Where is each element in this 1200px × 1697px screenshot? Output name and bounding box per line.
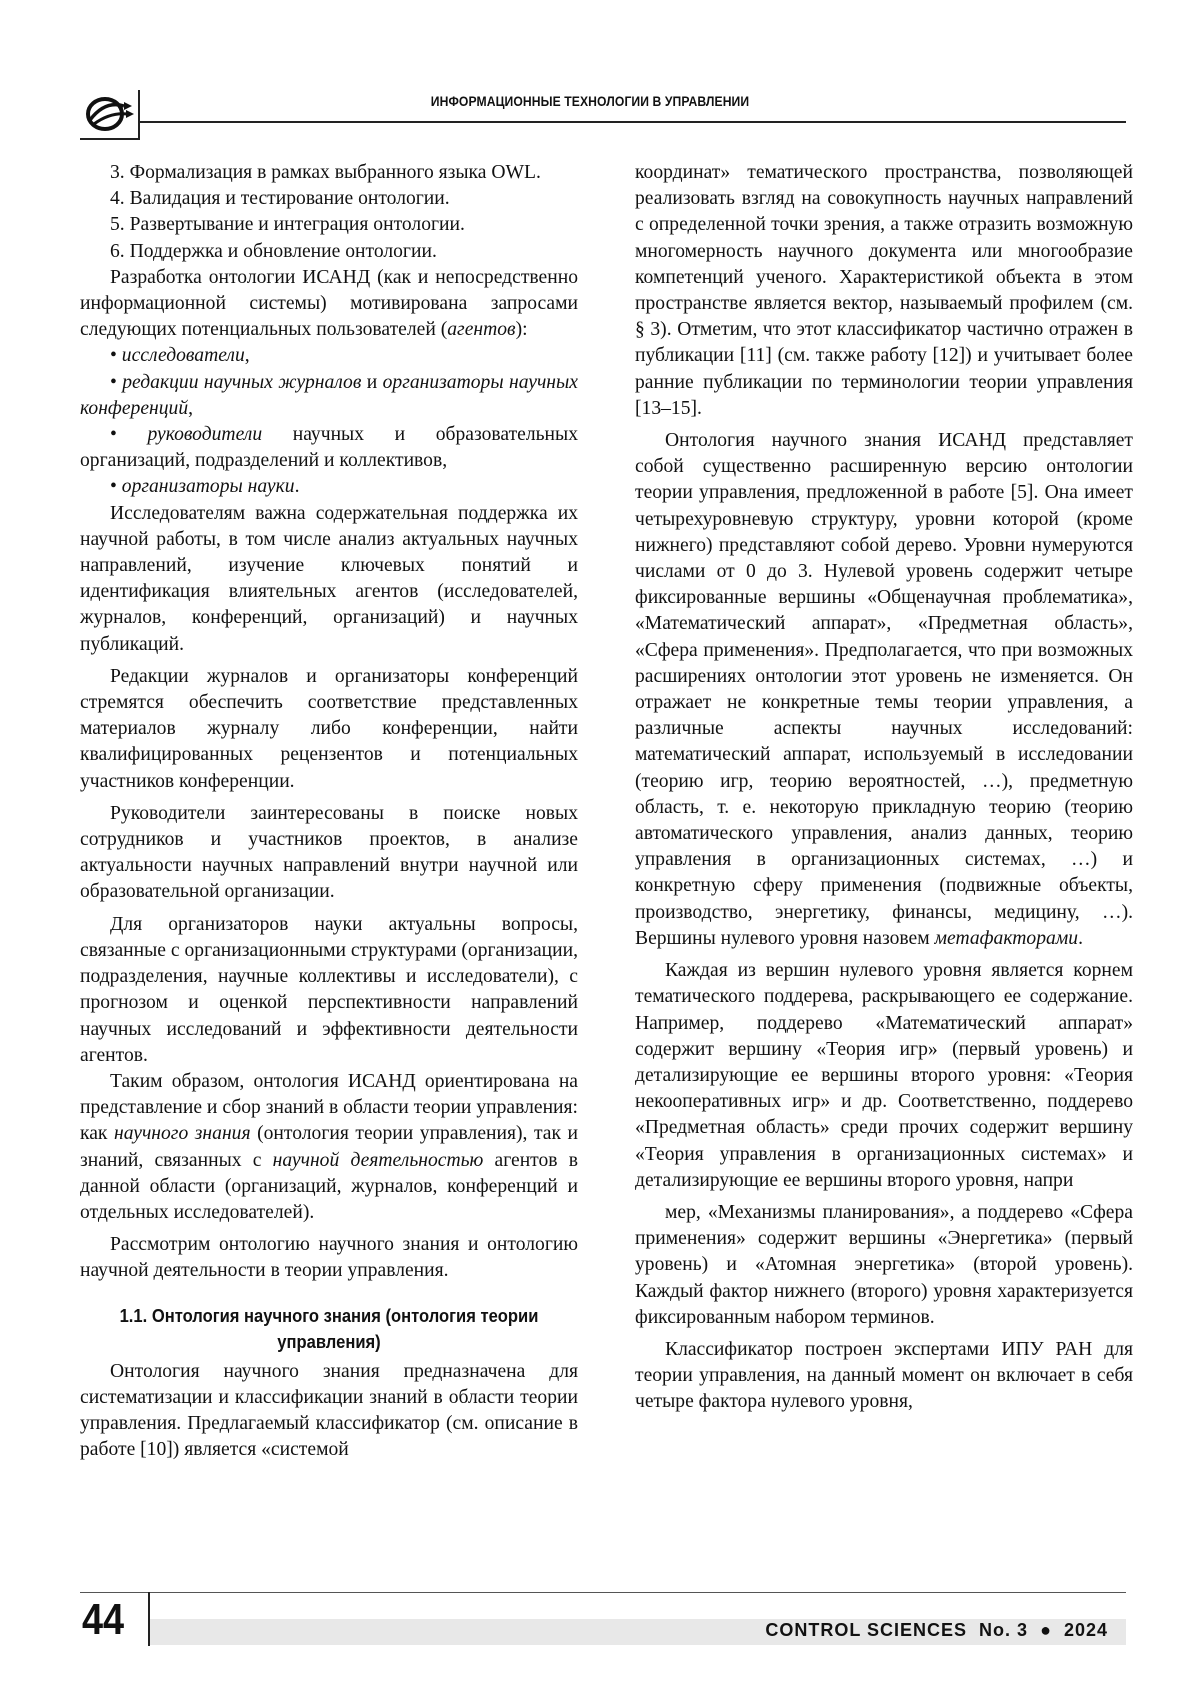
bullet-researchers: • исследователи, xyxy=(110,345,250,367)
journal-logo-icon xyxy=(80,90,134,138)
left-column xyxy=(80,160,578,1463)
paragraph-transition: Рассмотрим онтологию научного знания и онтологию научной деятельности в теории управления. xyxy=(80,1234,578,1282)
paragraph-classifier: Классификатор построен экспертами ИПУ РАН для теории управления, на данный момент он включает в себя четыре фактора нулевого уровня, xyxy=(635,1338,1133,1413)
journal-issue: No. 3 xyxy=(979,1620,1029,1640)
journal-year: 2024 xyxy=(1063,1620,1108,1640)
paragraph-ontology-intro: Онтология научного знания предназначена для систематизации и классификации знаний в области теории управления. Предлагаемый классификатор (см. описание в работе [10]) является «системой xyxy=(80,1360,578,1461)
bullet-managers: • руководители научных и образовательных организаций, подразделений и коллективов, xyxy=(80,424,578,472)
journal-title: CONTROL SCIENCES xyxy=(765,1620,968,1640)
paragraph-coordinates: координат» тематического пространства, позволяющей реализовать взгляд на совокупность научных направлений с определенной точки зрения, а также отразить возможную многомерность научного документа или многообразие компетенций ученого. Характеристикой объекта в этом пространстве является вектор, называемый профилем (см. § 3). Отметим, что этот классификатор частично отражен в публикации [11] (см. также работу [12]) и учитывает более ранние публикации по терминологии теории управления [13–15]. xyxy=(635,162,1133,419)
list-item-3: 3. Формализация в рамках выбранного языка OWL. xyxy=(110,162,541,183)
paragraph-researchers: Исследователям важна содержательная поддержка их научной работы, в том числе анализ актуальных научных направлений, изучение ключевых понятий и идентификация влиятельных агентов (исследователей, журналов, конференций, организаций) и научных публикаций. xyxy=(80,502,578,655)
header-rule-left xyxy=(80,138,140,140)
paragraph-users: Разработка онтологии ИСАНД (как и непосредственно информационной системы) мотивирована запросами следующих потенциальных пользователей (агентов): xyxy=(80,266,578,341)
header-rule xyxy=(138,121,1126,123)
paragraph-summary: Таким образом, онтология ИСАНД ориентирована на представление и сбор знаний в области теории управления: как научного знания (онтология теории управления), так и знаний, связанных с научной деятельностью агентов в данной области (организаций, журналов, конференций и отдельных исследователей). xyxy=(80,1070,579,1223)
list-item-4: 4. Валидация и тестирование онтологии. xyxy=(110,188,450,210)
list-item-5: 5. Развертывание и интеграция онтологии. xyxy=(110,214,465,236)
footer-rule xyxy=(80,1592,1126,1593)
paragraph-editors: Редакции журналов и организаторы конференций стремятся обеспечить соответствие представленных материалов журналу либо конференции, найти квалифицированных рецензентов и потенциальных участников конференции. xyxy=(80,665,578,792)
list-item-6: 6. Поддержка и обновление онтологии. xyxy=(110,240,437,262)
journal-citation xyxy=(759,1620,1108,1641)
header-divider xyxy=(138,90,140,138)
paragraph-structure: Онтология научного знания ИСАНД представляет собой существенно расширенную версию онтологии теории управления, предложенной в работе [5]. Она имеет четырехуровневую структуру, уровни которой (кроме нижнего) представляют собой дерево. Уровни нумеруются числами от 0 до 3. Нулевой уровень содержит четыре фиксированные вершины «Общенаучная проблематика», «Математический аппарат», «Предметная область», «Сфера применения». Предполагается, что при возможных расширениях онтологии этот уровень не изменяется. Он отражает не конкретные темы теории управления, а различные аспекты научных исследований: математический аппарат, используемый в исследовании (теорию игр, теорию вероятностей, …), предметную область, т. е. некоторую прикладную теорию (теорию автоматического управления, анализ данных, теорию управления в организационных системах, …) и конкретную сферу применения (подвижные объекты, производство, энергетику, финансы, медицину, …). Вершины нулевого уровня назовем метафакторами. xyxy=(635,430,1133,949)
bullet-editors: • редакции научных журналов и организаторы научных конференций, xyxy=(80,371,578,419)
paragraph-subtrees-continued: мер, «Механизмы планирования», а поддерево «Сфера применения» содержит вершины «Энергетика» (первый уровень) и «Атомная энергетика» (второй уровень). Каждый фактор нижнего (второго) уровня характеризуется фиксированным набором терминов. xyxy=(635,1201,1133,1328)
running-title: ИНФОРМАЦИОННЫЕ ТЕХНОЛОГИИ В УПРАВЛЕНИИ xyxy=(430,94,750,109)
page-number: 44 xyxy=(82,1595,125,1644)
paragraph-subtrees: Каждая из вершин нулевого уровня является корнем тематического поддерева, раскрывающего ее содержание. Например, поддерево «Математический аппарат» содержит вершину «Теория игр» (первый уровень) и детализирующие ее вершины второго уровня: «Теория некооперативных игр» и др. Соответственно, поддерево «Предметная область» среди прочих содержит вершину «Теория управления в организационных системах» и детализирующие ее вершины второго уровня, напри xyxy=(635,960,1133,1191)
bullet-icon: ● xyxy=(1040,1620,1052,1640)
right-column xyxy=(635,160,1133,1416)
paragraph-managers: Руководители заинтересованы в поиске новых сотрудников и участников проектов, в анализе актуальности научных направлений внутри научной или образовательной организации. xyxy=(80,802,578,903)
paragraph-organizers: Для организаторов науки актуальны вопросы, связанные с организационными структурами (организации, подразделения, научные коллективы и исследователи), с прогнозом и оценкой перспективности направлений научных исследований и эффективности деятельности агентов. xyxy=(80,913,578,1066)
bullet-science-organizers: • организаторы науки. xyxy=(110,476,300,498)
section-heading: 1.1. Онтология научного знания (онтология теории управления) xyxy=(119,1305,539,1352)
